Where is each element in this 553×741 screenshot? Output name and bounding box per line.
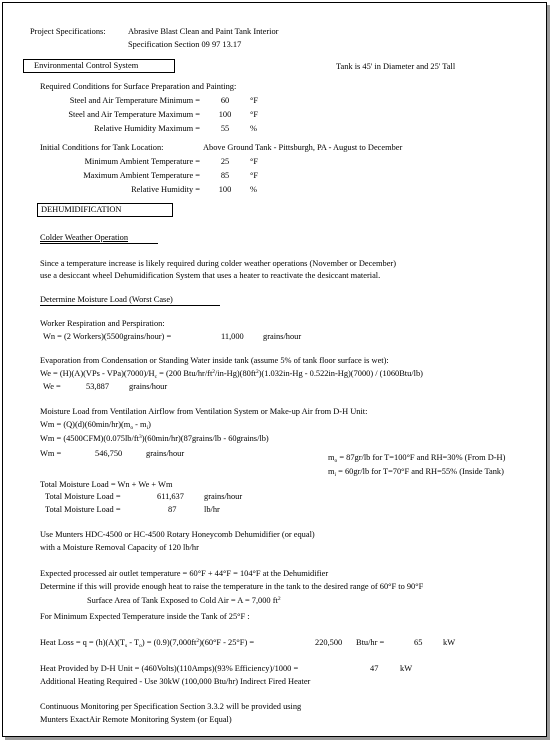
- specification-page: [2, 2, 547, 737]
- vent-note-2: $m_i = 60gr/lb$ for T=70°F and RH=55% (Inside Tank): [328, 467, 504, 478]
- total-label: Total Moisture Load =: [45, 505, 121, 514]
- initial-label: Relative Humidity =: [131, 185, 200, 194]
- required-value: 100: [218, 110, 232, 119]
- worker-heading: Worker Respiration and Perspiration:: [40, 319, 165, 328]
- heatloss-kw-unit: kW: [443, 638, 456, 647]
- evap-heading: Evaporation from Condensation or Standing Water inside tank (assume 5% of tank floor surface is wet):: [40, 356, 389, 365]
- project-label: Project Specifications:: [30, 27, 106, 36]
- heatloss-kw-value: 65: [414, 638, 423, 647]
- total-value: 611,637: [157, 492, 184, 501]
- worker-unit: grains/hour: [263, 332, 302, 341]
- dh-heat-formula: Heat Provided by D-H Unit = (460Volts)(110Amps)(93% Efficiency)/1000 =: [40, 664, 299, 673]
- vent-formula-1: $Wm = (Q)(d)(60\min/hr)(m_o - m_i)$: [40, 420, 151, 431]
- initial-value: 25: [220, 157, 230, 166]
- env-control-title: Environmental Control System: [34, 61, 139, 70]
- vent-formula-2: $Wm = (4500CFM)(0.075lb/ft^3)(60\min/hr)(87grains/lb$ - 60grains/lb): [40, 434, 269, 443]
- initial-label: Minimum Ambient Temperature =: [84, 157, 200, 166]
- colder-heading: Colder Weather Operation: [40, 233, 129, 242]
- monitoring-line-2: Munters ExactAir Remote Monitoring System (or Equal): [40, 715, 232, 724]
- heatloss-unit: Btu/hr =: [356, 638, 385, 647]
- colder-underline: [40, 243, 158, 244]
- heatloss-value: 220,500: [315, 638, 343, 647]
- evap-value: 53,887: [86, 382, 110, 391]
- outlet-line-3: Surface Area of Tank Exposed to Cold Air = A = 7,000 $ft^2$: [87, 596, 281, 605]
- vent-value: 546,750: [95, 449, 123, 458]
- initial-unit: °F: [250, 171, 259, 180]
- moisture-underline: [40, 305, 220, 306]
- munters-line-2: with a Moisture Removal Capacity of 120 lb/hr: [40, 543, 199, 552]
- env-control-box: [23, 59, 175, 73]
- moisture-heading: Determine Moisture Load (Worst Case): [40, 295, 173, 304]
- required-label: Steel and Air Temperature Minimum =: [69, 96, 200, 105]
- vent-unit: grains/hour: [146, 449, 185, 458]
- required-heading: Required Conditions for Surface Preparation and Painting:: [40, 82, 237, 91]
- colder-line-2: use a desiccant wheel Dehumidification System that uses a heater to reactivate the desiccant material.: [40, 271, 381, 280]
- dh-heat-line-2: Additional Heating Required - Use 30kW (100,000 Btu/hr) Indirect Fired Heater: [40, 677, 311, 686]
- monitoring-line-1: Continuous Monitoring per Specification Section 3.3.2 will be provided using: [40, 702, 302, 711]
- total-unit: grains/hour: [204, 492, 243, 501]
- outlet-line-1: Expected processed air outlet temperature = 60°F + 44°F = 104°F at the Dehumidifier: [40, 569, 329, 578]
- initial-value: 100: [218, 185, 232, 194]
- dh-heat-value: 47: [370, 664, 379, 673]
- dh-heat-unit: kW: [400, 664, 413, 673]
- spec-section: Specification Section 09 97 13.17: [128, 40, 242, 49]
- total-unit: lb/hr: [204, 505, 220, 514]
- evap-result-label: We =: [43, 382, 61, 391]
- heatloss-formula: Heat Loss = $q = (h)(A)(T_s - T_o) = (0.9)(7,000ft^2)(60^\circ F - 25^\circ F)$ =: [40, 638, 255, 649]
- dehumidification-title: DEHUMIDIFICATION: [41, 205, 122, 214]
- total-label: Total Moisture Load =: [45, 492, 121, 501]
- required-value: 60: [220, 96, 230, 105]
- worker-value: 11,000: [221, 332, 244, 341]
- project-title: Abrasive Blast Clean and Paint Tank Interior: [128, 27, 279, 36]
- initial-location: Above Ground Tank - Pittsburgh, PA - August to December: [203, 143, 403, 152]
- outlet-line-4: For Minimum Expected Temperature inside the Tank of 25°F :: [40, 612, 250, 621]
- vent-result-label: Wm =: [40, 449, 62, 458]
- outlet-line-2: Determine if this will provide enough heat to raise the temperature in the tank to the desired range of 60°F to 90°F: [40, 582, 424, 591]
- total-formula: Total Moisture Load = Wn + We + Wm: [40, 480, 173, 489]
- colder-line-1: Since a temperature increase is likely required during colder weather operations (November or December): [40, 259, 397, 268]
- total-value: 87: [168, 505, 177, 514]
- required-label: Relative Humidity Maximum =: [94, 124, 200, 133]
- vent-note-1: $m_o = 87gr/lb$ for T=100°F and RH=30% (From D-H): [328, 453, 506, 464]
- evap-unit: grains/hour: [129, 382, 168, 391]
- initial-label: Maximum Ambient Temperature =: [83, 171, 200, 180]
- dehumidification-box: [37, 203, 173, 217]
- initial-value: 85: [220, 171, 230, 180]
- tank-size: Tank is 45' in Diameter and 25' Tall: [336, 62, 456, 71]
- munters-line-1: Use Munters HDC-4500 or HC-4500 Rotary Honeycomb Dehumidifier (or equal): [40, 530, 315, 539]
- required-value: 55: [220, 124, 230, 133]
- initial-unit: °F: [250, 157, 259, 166]
- required-unit: %: [250, 124, 257, 133]
- worker-formula: Wn = (2 Workers)(5500grains/hour) =: [43, 332, 172, 341]
- required-unit: °F: [250, 96, 259, 105]
- required-label: Steel and Air Temperature Maximum =: [68, 110, 200, 119]
- initial-unit: %: [250, 185, 257, 194]
- vent-heading: Moisture Load from Ventilation Airflow from Ventilation System or Make-up Air from D-H Unit:: [40, 407, 368, 416]
- initial-heading: Initial Conditions for Tank Location:: [40, 143, 164, 152]
- evap-formula: $We = (H)(A)(VPs - VPa)(7000)/H_c = (200$ Btu/$hr/ft^2/in-Hg)(80ft^2)(1.032in-Hg - 0.522in-Hg)(7000) / (1060Btu/lb)$: [40, 369, 423, 380]
- required-unit: °F: [250, 110, 259, 119]
